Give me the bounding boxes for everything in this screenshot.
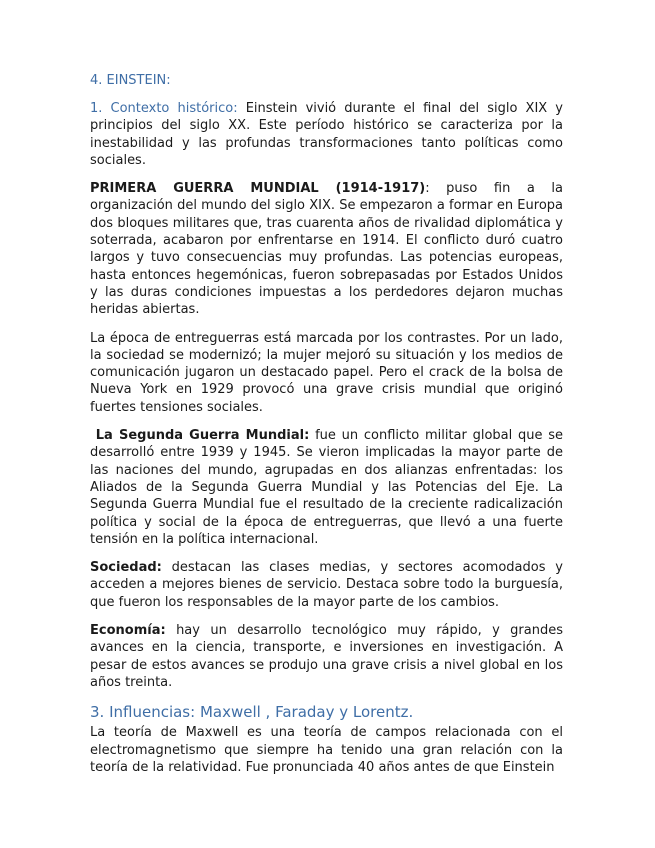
context-text: Einstein vivió durante el final del siglo XIX y principios del siglo XX. Este período histórico se caracteriza por la inestabilidad y las profundas transformaciones tanto políticas como sociales. [90, 101, 563, 168]
influences-text: La teoría de Maxwell es una teoría de campos relacionada con el electromagnetismo que siempre ha tenido una gran relación con la teoría de la relatividad. Fue pronunciada 40 años antes de que Einstein [90, 725, 563, 775]
context-label: 1. Contexto histórico: [90, 101, 238, 116]
ww1-paragraph [90, 180, 563, 318]
interwar-text: La época de entreguerras está marcada por los contrastes. Por un lado, la sociedad se modernizó; la mujer mejoró su situación y los medios de comunicación jugaron un destacado papel. Pero el crack de la bolsa de Nueva York en 1929 provocó una grave crisis mundial que originó fuertes tensiones sociales. [90, 330, 563, 415]
interwar-paragraph [90, 330, 563, 416]
economy-label: Economía: [90, 623, 166, 639]
ww2-text: fue un conflicto militar global que se desarrolló entre 1939 y 1945. Se vieron implicadas la mayor parte de las naciones del mundo, agrupadas en dos alianzas enfrentadas: los Aliados de la Segunda Guerra Mundial y las Potencias del Eje. La Segunda Guerra Mundial fue el resultado de la creciente radicalización política y social de la época de entreguerras, que llevó a una fuerte tensión en la política internacional. [90, 428, 564, 547]
ww2-paragraph [90, 427, 563, 548]
economy-paragraph [90, 622, 563, 691]
society-label: Sociedad: [90, 560, 162, 576]
influences-paragraph [90, 724, 563, 776]
ww2-label: La Segunda Guerra Mundial: [95, 428, 310, 444]
ww1-text: : puso fin a la organización del mundo del siglo XIX. Se empezaron a formar en Europa dos bloques militares que, tras cuarenta años de rivalidad diplomática y soterrada, acabaron por enfrentarse en 1914. El conflicto duró cuatro largos y tuvo consecuencias muy profundas. Las potencias europeas, hasta entonces hegemónicas, fueron sobrepasadas por Estados Unidos y las duras condiciones impuestas a los perdedores dejaron muchas heridas abiertas. [90, 181, 563, 318]
society-text: destacan las clases medias, y sectores acomodados y acceden a mejores bienes de servicio. Destaca sobre todo la burguesía, que fueron los responsables de la mayor parte de los cambios. [90, 560, 563, 610]
influences-heading: 3. Influencias: Maxwell , Faraday y Lorentz. [90, 703, 414, 722]
context-paragraph [90, 100, 563, 169]
document-page [90, 72, 563, 787]
economy-text: hay un desarrollo tecnológico muy rápido, y grandes avances en la ciencia, transporte, e inversiones en investigación. A pesar de estos avances se produjo una grave crisis a nivel global en los años treinta. [90, 623, 563, 690]
section-heading: 4. EINSTEIN: [90, 73, 171, 88]
ww1-label: PRIMERA GUERRA MUNDIAL (1914-1917) [90, 181, 426, 197]
society-paragraph [90, 559, 563, 611]
